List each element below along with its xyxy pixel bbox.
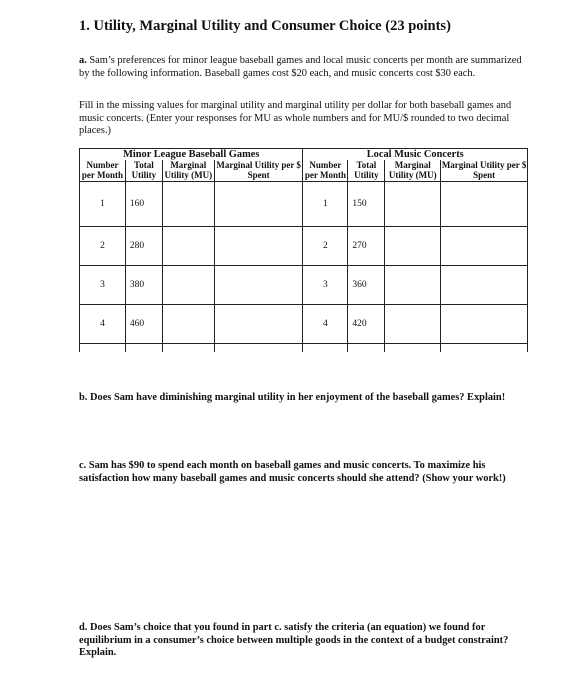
- table-row: [80, 227, 528, 266]
- part-c-body-end: to spend each month on baseball games and music concerts. To maximize his satisfaction how many baseball games and music concerts should she attend? (Show your work!): [79, 460, 506, 484]
- concerts-total-utility-cell: 420: [348, 305, 385, 344]
- baseball-mu-per-dollar-answer-cell[interactable]: [214, 182, 303, 227]
- baseball-mu-per-dollar-answer-cell[interactable]: [214, 227, 303, 266]
- concerts-header-total-utility: Total Utility: [348, 160, 385, 182]
- part-b-text: [79, 392, 524, 405]
- baseball-mu-answer-cell[interactable]: [162, 305, 214, 344]
- concerts-total-utility-cell: 270: [348, 227, 385, 266]
- baseball-total-utility-cell: 160: [125, 182, 162, 227]
- concerts-header-mu-per-dollar: Marginal Utility per $ Spent: [441, 160, 527, 180]
- baseball-header-total-utility: Total Utility: [125, 160, 162, 182]
- baseball-table-title: Minor League Baseball Games: [80, 149, 303, 161]
- concerts-number-cell: 1: [303, 182, 348, 227]
- table-bottom-row: [80, 344, 528, 353]
- fill-instructions: Fill in the missing values for marginal utility and marginal utility per dollar for both baseball games and music concerts. (Enter your responses for MU as whole numbers and for MU/$ rounded to two decimal places.): [79, 100, 512, 137]
- baseball-mu-answer-cell[interactable]: [162, 227, 214, 266]
- concerts-mu-answer-cell[interactable]: [385, 266, 441, 305]
- part-d-part-ref: c.: [274, 622, 282, 633]
- baseball-header-mu-per-dollar: Marginal Utility per $ Spent: [214, 160, 303, 182]
- baseball-mu-answer-cell[interactable]: [162, 266, 214, 305]
- baseball-number-cell: 4: [80, 305, 126, 344]
- part-b-label: b.: [79, 392, 88, 403]
- concerts-mu-per-dollar-answer-cell[interactable]: [441, 227, 528, 266]
- concerts-mu-answer-cell[interactable]: [385, 182, 441, 227]
- part-c-text: [79, 460, 524, 485]
- baseball-number-cell: 3: [80, 266, 126, 305]
- table-row: [80, 182, 528, 227]
- baseball-total-utility-cell: 280: [125, 227, 162, 266]
- concerts-total-utility-cell: 150: [348, 182, 385, 227]
- concerts-mu-answer-cell[interactable]: [385, 305, 441, 344]
- table-row: [80, 305, 528, 344]
- baseball-mu-answer-cell[interactable]: [162, 182, 214, 227]
- concerts-table-title: Local Music Concerts: [303, 149, 528, 161]
- part-a-text: [79, 55, 524, 80]
- part-c-body-start: Sam has: [88, 460, 129, 471]
- utility-table: [79, 148, 528, 352]
- table-row: [80, 266, 528, 305]
- concerts-mu-per-dollar-answer-cell[interactable]: [441, 266, 528, 305]
- part-c-label: c.: [79, 460, 87, 471]
- baseball-mu-per-dollar-answer-cell[interactable]: [214, 266, 303, 305]
- part-a-body: Sam’s preferences for minor league baseball games and local music concerts per month are summarized by the following information. Baseball games cost $20 each, and music concerts cost $30 each.: [79, 55, 522, 79]
- concerts-header-marginal-utility: Marginal Utility (MU): [385, 160, 441, 182]
- part-a-label: a.: [79, 55, 87, 66]
- part-d-body-start: Does Sam’s choice that you found in part: [90, 622, 275, 633]
- part-d-body-end: satisfy the criteria (an equation) we found for equilibrium in a consumer’s choice between multiple goods in the context of a budget constraint? Explain.: [79, 622, 509, 659]
- baseball-total-utility-cell: 460: [125, 305, 162, 344]
- part-c-budget-amount: $90: [128, 460, 145, 471]
- concerts-header-number: Number per Month: [304, 160, 346, 180]
- baseball-header-number: Number per Month: [80, 160, 126, 182]
- concerts-total-utility-cell: 360: [348, 266, 385, 305]
- part-b-body: Does Sam have diminishing marginal utility in her enjoyment of the baseball games? Explain!: [90, 392, 506, 403]
- part-d-text: [79, 622, 524, 660]
- baseball-header-marginal-utility: Marginal Utility (MU): [162, 160, 214, 182]
- question-title: 1. Utility, Marginal Utility and Consumer Choice (23 points): [79, 18, 451, 34]
- baseball-number-cell: 2: [80, 227, 126, 266]
- concerts-number-cell: 3: [303, 266, 348, 305]
- baseball-total-utility-cell: 380: [125, 266, 162, 305]
- baseball-mu-per-dollar-answer-cell[interactable]: [214, 305, 303, 344]
- concerts-mu-answer-cell[interactable]: [385, 227, 441, 266]
- baseball-number-cell: 1: [80, 182, 126, 227]
- concerts-number-cell: 2: [303, 227, 348, 266]
- concerts-number-cell: 4: [303, 305, 348, 344]
- concerts-mu-per-dollar-answer-cell[interactable]: [441, 305, 528, 344]
- concerts-mu-per-dollar-answer-cell[interactable]: [441, 182, 528, 227]
- part-d-label: d.: [79, 622, 88, 633]
